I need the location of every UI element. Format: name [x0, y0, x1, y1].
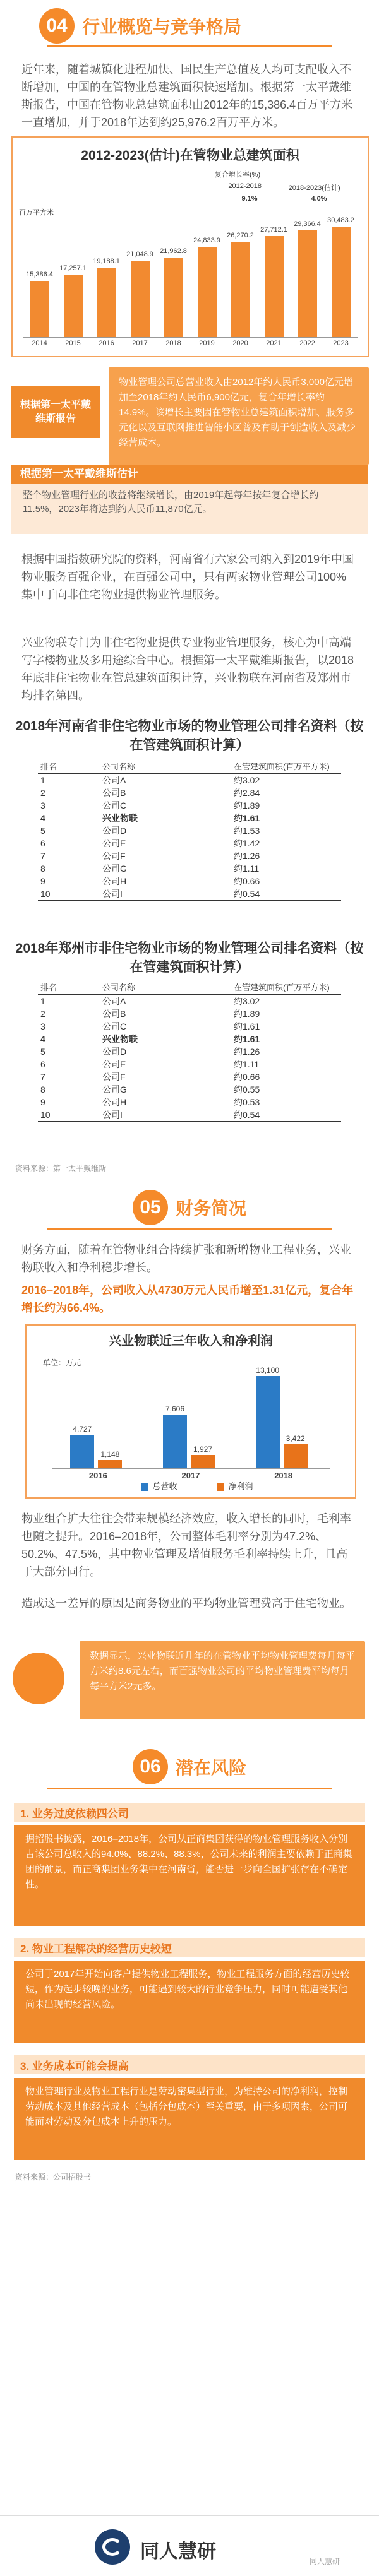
section-4-para-3: 兴业物联专门为非住宅物业提供专业物业管理服务，核心为中高端写字楼物业及多用途综合中心。根据第一太平戴维斯报告，以2018年底非住宅物业在管总建筑面积计算，兴业物联在河南省及郑州市均排名第四。: [21, 636, 354, 702]
table-1-title: 2018年河南省非住宅物业市场的物业管理公司排名资料（按在管建筑面积计算）: [15, 719, 364, 752]
brand-logo-icon: [95, 2529, 130, 2565]
table-1-cell-company: 公司F: [102, 851, 126, 861]
cagr-header-label: 复合增长率(%): [215, 171, 261, 179]
table-1-cell-rank: 9: [40, 876, 45, 886]
table-2-title: 2018年郑州市非住宅物业市场的物业管理公司排名资料（按在管建筑面积计算）: [15, 941, 364, 975]
table-2-row: [38, 1108, 341, 1122]
gfa-bar-label: 19,188.1: [93, 257, 120, 265]
table-2-cell-company: 公司H: [102, 1097, 127, 1107]
table-2-cell-rank: 9: [40, 1097, 45, 1107]
table-1-row: [38, 824, 341, 837]
table-2-row: [38, 1033, 341, 1045]
gfa-x-tick: 2014: [32, 340, 47, 347]
table-2-row: [38, 1007, 341, 1020]
table-2-cell-area: 约1.61: [234, 1034, 260, 1044]
legend-label: 净利润: [228, 1481, 253, 1491]
table-1-cell-rank: 2: [40, 788, 45, 798]
table-1-cell-company: 公司D: [102, 826, 127, 836]
gfa-x-tick: 2020: [232, 340, 248, 347]
revenue-x-tick: 2018: [274, 1471, 293, 1480]
table-1-cell-company: 兴业物联: [102, 813, 138, 823]
table-1-cell-area: 约3.02: [234, 775, 260, 785]
gfa-x-tick: 2018: [165, 340, 181, 347]
table-2-header-company: 公司名称: [100, 980, 231, 995]
gfa-x-tick: 2017: [132, 340, 148, 347]
table-1-cell-rank: 6: [40, 838, 45, 848]
gfa-unit-label: 百万平方米: [19, 209, 54, 217]
watermark: 同人慧研: [310, 2557, 340, 2566]
table-1-row: [38, 774, 341, 787]
section-5-para-1: 财务方面，随着在管物业组合持续扩张和新增物业工程业务，兴业物联收入和净利稳步增长。: [21, 1243, 351, 1274]
table-2-cell-area: 约1.89: [234, 1009, 260, 1019]
table-2-cell-area: 约3.02: [234, 996, 260, 1006]
gfa-bar-label: 24,833.9: [193, 237, 220, 245]
table-2-body: [38, 995, 341, 1122]
table-1-cell-rank: 7: [40, 851, 45, 861]
table-1: [38, 759, 341, 901]
table-1-cell-area: 约1.26: [234, 851, 260, 861]
revenue-bar-label: 13,100: [256, 1366, 279, 1375]
callout-1: 物业管理公司总营业收入由2012年约人民币3,000亿元增加至2018年约人民币6,900亿元，复合年增长率约14.9%。该增长主要因在管物业总建筑面积增加、服务多元化以及互联网推进智能小区普及有助于创造收入及减少经营成本。: [109, 367, 369, 465]
table-1-header-company: 公司名称: [100, 759, 231, 774]
gfa-bar: [332, 227, 351, 338]
section-4-intro: 近年来，随着城镇化进程加快、国民生产总值及人均可支配收入不断增加，中国的在管物业总建筑面积快速增加。根据第一太平戴维斯报告，中国在管物业总建筑面积由2012年的15,386.4百万平方米一直增加，并于2018年达到约25,976.2百万平方米。: [21, 63, 353, 129]
table-1-cell-company: 公司E: [102, 838, 126, 848]
profit-bar-label: 1,148: [100, 1450, 120, 1459]
table-2-cell-rank: 2: [40, 1009, 45, 1019]
revenue-chart-unit: 单位：万元: [43, 1358, 81, 1367]
section-4-number: 04: [39, 8, 75, 44]
table-2-row: [38, 1020, 341, 1033]
gfa-bar: [198, 247, 217, 337]
gfa-bar: [298, 230, 317, 337]
cagr-period-2: 2018-2023(估计): [288, 184, 340, 192]
table-2-cell-rank: 6: [40, 1059, 45, 1069]
table-2-cell-area: 约0.55: [234, 1084, 260, 1095]
table-1-cell-company: 公司A: [102, 775, 126, 785]
revenue-bar: [256, 1376, 280, 1468]
table-1-cell-rank: 10: [38, 887, 100, 901]
table-2-cell-area: 约0.66: [234, 1072, 260, 1082]
table-1-cell-rank: 5: [40, 826, 45, 836]
table-2-cell-company: 公司G: [102, 1084, 127, 1095]
table-1-row: [38, 837, 341, 850]
table-1-cell-rank: 1: [40, 775, 45, 785]
table-1-cell-area: 约1.11: [234, 864, 260, 874]
profit-bar: [191, 1455, 215, 1468]
gfa-bar: [164, 258, 183, 337]
table-1-cell-rank: 4: [40, 813, 45, 823]
table-2-row: [38, 995, 341, 1008]
table-2-cell-rank: 7: [40, 1072, 45, 1082]
gfa-bar-label: 30,483.2: [327, 216, 354, 224]
revenue-plot-area: [52, 1366, 330, 1480]
section-5-para-2: 2016–2018年，公司收入从4730万元人民币增至1.31亿元，复合年增长约为66.4%。: [21, 1284, 354, 1314]
risk-3-title: 3. 业务成本可能会提高: [14, 2055, 365, 2074]
gfa-x-tick: 2021: [266, 340, 282, 347]
gfa-bar-label: 21,048.9: [126, 250, 153, 258]
section-6-header: [133, 1745, 246, 1789]
section-4-underline: [47, 45, 332, 47]
gfa-bar-label: 21,962.8: [160, 247, 187, 255]
table-2-cell-rank: 4: [40, 1034, 45, 1044]
section-4-header: [39, 4, 241, 48]
table-1-row: [38, 850, 341, 862]
cagr-box: [215, 169, 354, 203]
gfa-plot-area: [23, 216, 358, 347]
table-2-cell-rank: 3: [40, 1021, 45, 1031]
gfa-bar-label: 17,257.1: [59, 264, 87, 272]
gfa-chart-title: 2012-2023(估计)在管物业总建筑面积: [81, 148, 299, 163]
section-6-source: 资料来源：公司招股书: [15, 2173, 92, 2181]
table-2-cell-company: 公司D: [102, 1047, 127, 1057]
table-2-cell-area: 约0.54: [231, 1108, 341, 1122]
section-6-title: 潜在风险: [176, 1758, 247, 1778]
table-1-row: [38, 887, 341, 901]
table-2-cell-company: 公司A: [102, 996, 126, 1006]
callout-2: 数据显示，兴业物联近几年的在管物业平均物业管理费每月每平方米约8.6元左右，而百强物业公司的平均物业管理费平均每月每平方米2元多。: [80, 1641, 365, 1719]
profit-bar: [284, 1444, 308, 1468]
table-1-body: [38, 774, 341, 901]
revenue-chart-title: 兴业物联近三年收入和净利润: [109, 1334, 273, 1348]
gfa-bar: [97, 268, 116, 337]
section-5-para-4: 造成这一差异的原因是商务物业的平均物业管理费高于住宅物业。: [21, 1597, 351, 1610]
footer-divider: [0, 2515, 379, 2516]
revenue-bar-label: 7,606: [165, 1404, 185, 1414]
gfa-bar-label: 29,366.4: [294, 220, 321, 228]
legend-swatch: [217, 1483, 224, 1491]
callout-2-circle: [13, 1653, 64, 1704]
gfa-bar: [231, 242, 250, 337]
table-1-cell-area: 约1.42: [234, 838, 260, 848]
table-2: [38, 980, 341, 1122]
table-1-cell-rank: 3: [40, 800, 45, 810]
table-1-cell-area: 约2.84: [234, 788, 260, 798]
estimate-band: [11, 465, 368, 534]
gfa-x-tick: 2019: [199, 340, 215, 347]
table-1-row: [38, 812, 341, 824]
revenue-legend: [121, 1480, 273, 1492]
table-1-cell-area: 约1.61: [234, 813, 260, 823]
table-1-row: [38, 875, 341, 887]
section-5-title: 财务简况: [176, 1199, 247, 1218]
table-1-cell-company: 公司B: [102, 788, 126, 798]
table-2-cell-company: 公司C: [102, 1021, 127, 1031]
gfa-bar: [131, 261, 150, 337]
table-1-cell-company: 公司I: [100, 887, 231, 901]
gfa-bar-label: 27,712.1: [260, 226, 287, 234]
section-5-header: [133, 1185, 246, 1230]
section-5-underline: [47, 1228, 332, 1230]
gfa-x-tick: 2016: [99, 340, 114, 347]
section-4-para-2: 根据中国指数研究院的资料，河南省有六家公司纳入到2019年中国物业服务百强企业，在百强公司中，只有两家物业管理公司100%集中于向非住宅物业提供物业管理服务。: [21, 553, 354, 601]
risk-2-text: 公司于2017年开始向客户提供物业工程服务，物业工程服务方面的经营历史较短，作为起步较晚的业务，可能遇到较大的行业竞争压力，同时可能遭受其他尚未出现的经营风险。: [14, 1961, 365, 2043]
table-1-cell-area: 约0.54: [231, 887, 341, 901]
estimate-band-title: 根据第一太平戴维斯估计: [11, 465, 368, 484]
revenue-chart: [25, 1324, 356, 1499]
revenue-x-tick: 2017: [181, 1471, 200, 1480]
table-2-cell-area: 约1.11: [234, 1059, 260, 1069]
table-2-cell-area: 约0.53: [234, 1097, 260, 1107]
profit-bar-label: 3,422: [286, 1433, 305, 1443]
gfa-bar-label: 26,270.2: [227, 231, 254, 239]
table-1-cell-area: 约0.66: [234, 876, 260, 886]
table-2-header-area: 在管建筑面积(百万平方米): [231, 980, 341, 995]
risk-3-text: 物业管理行业及物业工程行业是劳动密集型行业，为维持公司的净利润，控制劳动成本及其他经营成本（包括分包成本）至关重要，由于多项因素，公司可能面对劳动及分包成本上升的压力。: [14, 2078, 365, 2160]
risk-1-text: 据招股书披露，2016–2018年，公司从正商集团获得的物业管理服务收入分别占该公司总收入的94.0%、88.2%、88.3%，公司未来的利润主要依赖于正商集团的前景，而正商集团业务集中在河南省，能否进一步向全国扩张存在不确定性。: [14, 1825, 365, 1926]
revenue-bar: [163, 1415, 187, 1468]
section-4-title: 行业概览与竞争格局: [82, 17, 242, 37]
table-1-header-area: 在管建筑面积(百万平方米): [231, 759, 341, 774]
table-1-row: [38, 799, 341, 812]
profit-bar-label: 1,927: [193, 1444, 213, 1454]
table-1-cell-company: 公司C: [102, 800, 127, 810]
revenue-bar-label: 4,727: [73, 1425, 92, 1434]
legend-swatch: [141, 1483, 148, 1491]
estimate-band-text: 整个物业管理行业的收益将继续增长，由2019年起每年按年复合增长约11.5%，2023年将达到约人民币11,870亿元。: [23, 490, 319, 514]
revenue-x-tick: 2016: [88, 1471, 107, 1480]
table-2-cell-company: 公司F: [102, 1072, 126, 1082]
gfa-bar: [30, 281, 49, 337]
profit-bar: [98, 1460, 122, 1468]
table-2-row: [38, 1083, 341, 1096]
table-2-row: [38, 1058, 341, 1071]
section-6-underline: [47, 1788, 332, 1789]
table-1-cell-company: 公司H: [102, 876, 127, 886]
section-5-number: 05: [133, 1190, 168, 1225]
revenue-bar: [70, 1435, 94, 1468]
table-1-row: [38, 862, 341, 875]
table-1-cell-rank: 8: [40, 864, 45, 874]
gfa-x-tick: 2015: [65, 340, 81, 347]
table-1-cell-area: 约1.89: [234, 800, 260, 810]
footer: [0, 2515, 379, 2576]
table-1-header-rank: 排名: [38, 759, 100, 774]
gfa-bar-label: 15,386.4: [26, 271, 53, 279]
section-4-source: 资料来源：第一太平戴维斯: [15, 1164, 107, 1173]
table-2-cell-company: 公司E: [102, 1059, 126, 1069]
table-2-row: [38, 1045, 341, 1058]
cagr-value-1: 9.1%: [241, 195, 258, 203]
gfa-chart: [11, 136, 369, 357]
table-2-cell-rank: 5: [40, 1047, 45, 1057]
table-2-cell-rank: 10: [38, 1108, 100, 1122]
legend-item: [217, 1480, 253, 1492]
callout-1-tag: 根据第一太平戴维斯报告: [11, 386, 100, 438]
section-6-number: 06: [133, 1749, 168, 1784]
table-1-cell-area: 约1.53: [234, 826, 260, 836]
table-2-cell-rank: 8: [40, 1084, 45, 1095]
risk-2-title: 2. 物业工程解决的经营历史较短: [14, 1938, 365, 1957]
section-5-para-3: 物业组合扩大往往会带来规模经济效应，收入增长的同时，毛利率也随之提升。2016–2018年，公司整体毛利率分别为47.2%、50.2%、47.5%，其中物业管理及增值服务毛利率持续上升，且高于大部分同行。: [21, 1512, 351, 1578]
table-2-cell-company: 公司B: [102, 1009, 126, 1019]
table-2-row: [38, 1071, 341, 1083]
gfa-x-tick: 2022: [299, 340, 315, 347]
table-2-header-rank: 排名: [38, 980, 100, 995]
gfa-bar: [265, 236, 284, 337]
table-2-cell-area: 约1.61: [234, 1021, 260, 1031]
gfa-bar: [64, 275, 83, 337]
table-2-cell-rank: 1: [40, 996, 45, 1006]
table-2-cell-company: 公司I: [100, 1108, 231, 1122]
risk-1-title: 1. 业务过度依赖四公司: [14, 1803, 365, 1822]
legend-item: [141, 1480, 177, 1492]
brand-name: 同人慧研: [140, 2541, 216, 2562]
table-2-cell-area: 约1.26: [234, 1047, 260, 1057]
legend-label: 总营收: [152, 1481, 177, 1491]
cagr-value-2: 4.0%: [311, 195, 327, 203]
gfa-x-tick: 2023: [333, 340, 349, 347]
cagr-period-1: 2012-2018: [228, 182, 262, 190]
table-1-row: [38, 786, 341, 799]
table-1-cell-company: 公司G: [102, 864, 127, 874]
table-2-row: [38, 1096, 341, 1108]
table-2-cell-company: 兴业物联: [102, 1034, 138, 1044]
